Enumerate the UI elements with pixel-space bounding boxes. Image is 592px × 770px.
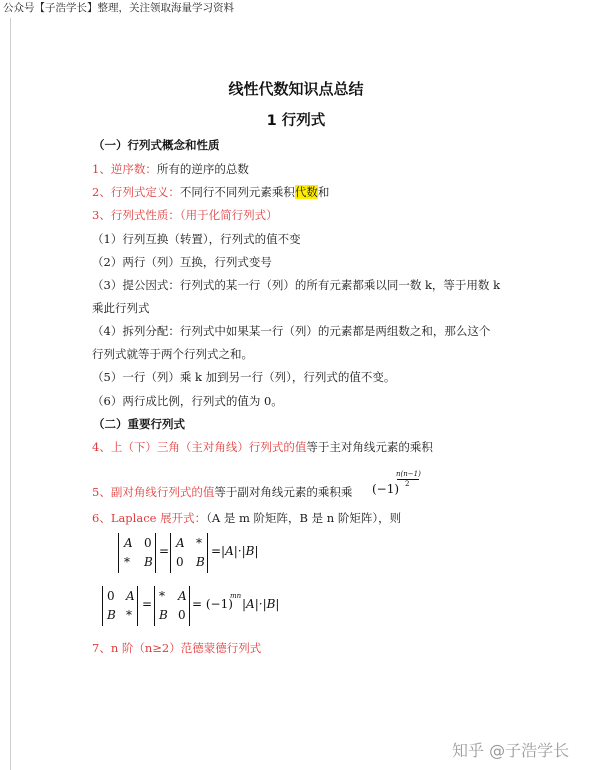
equals-sign: = [159, 544, 170, 558]
formula-2-rhs-exp: mn [230, 592, 242, 600]
item-5-label: 5、副对角线行列式的值 [92, 485, 215, 499]
formula-den: 2 [405, 480, 410, 488]
m2-a11: A [176, 536, 185, 550]
zhihu-watermark: 知乎 @子浩学长 [452, 741, 570, 760]
section-title: 1 行列式 [266, 113, 326, 129]
item-5-text: 等于副对角线元素的乘积乘 [214, 485, 353, 499]
property-3-line2: 乘此行列式 [92, 301, 150, 315]
item-6-label: 6、Laplace 展开式： [92, 511, 207, 525]
laplace-formula-2 [102, 586, 292, 626]
matrix-3 [102, 586, 138, 626]
m1-a22: B [144, 555, 153, 569]
top-banner: 公众号【子浩学长】整理，关注领取海量学习资料 [3, 2, 234, 14]
m1-a12: 0 [144, 536, 152, 550]
formula-base: (−1) [372, 482, 400, 496]
equals-sign-2: = [142, 597, 153, 611]
matrix-1 [118, 533, 156, 573]
m3-a11: 0 [107, 589, 115, 603]
m2-a21: 0 [176, 555, 184, 569]
item-6-text: （A 是 m 阶矩阵，B 是 n 阶矩阵），则 [206, 511, 402, 525]
m4-a12: A [178, 589, 187, 603]
item-2 [92, 184, 512, 200]
item-3-label: 3、行列式性质：（用于化简行列式） [92, 208, 278, 222]
item-1-label: 1、逆序数： [92, 162, 157, 176]
matrix-4 [154, 586, 190, 626]
property-4-line2: 行列式就等于两个行列式之和。 [92, 347, 253, 361]
property-1: （1）行列互换（转置），行列式的值不变 [92, 232, 301, 246]
item-1-text: 所有的逆序的总数 [156, 162, 249, 176]
m3-a22: * [126, 608, 132, 622]
property-4-line1: （4）拆列分配：行列式中如果某一行（列）的元素都是两组数之和，那么这个 [92, 324, 491, 338]
m4-a22: 0 [178, 608, 186, 622]
item-6 [92, 510, 512, 526]
item-1 [92, 161, 512, 177]
page-title: 线性代数知识点总结 [228, 80, 364, 98]
m4-a11: * [159, 589, 165, 603]
m2-a22: B [196, 555, 205, 569]
item-5 [92, 484, 512, 500]
m3-a12: A [126, 589, 135, 603]
item-2-highlight: 代数 [294, 185, 318, 199]
property-5: （5）一行（列）乘 k 加到另一行（列），行列式的值不变。 [92, 370, 396, 384]
property-3-line1: （3）提公因式：行列式的某一行（列）的所有元素都乘以同一数 k，等于用数 k [92, 278, 501, 292]
item-4-text: 等于主对角线元素的乘积 [306, 440, 433, 454]
m1-a21: * [124, 555, 130, 569]
item-2-tail: 和 [317, 185, 330, 199]
page-edge-line [10, 18, 11, 770]
property-2: （2）两行（列）互换，行列式变号 [92, 255, 272, 269]
subheading-2: （二）重要行列式 [93, 417, 185, 431]
m4-a21: B [159, 608, 168, 622]
formula-2-rhs-tail: |A|·|B| [242, 597, 280, 611]
item-5-formula [372, 470, 432, 500]
item-2-text: 不同行不同列元素乘积 [179, 185, 295, 199]
matrix-2 [170, 533, 208, 573]
subheading-1: （一）行列式概念和性质 [93, 138, 220, 152]
property-6: （6）两行成比例，行列式的值为 0。 [92, 394, 283, 408]
item-2-label: 2、行列式定义： [92, 185, 180, 199]
m2-a12: * [196, 536, 202, 550]
item-4-label: 4、上（下）三角（主对角线）行列式的值 [92, 440, 307, 454]
formula-2-rhs-base: = (−1) [192, 597, 233, 611]
item-7-label: 7、n 阶（n≥2）范德蒙德行列式 [92, 641, 262, 655]
m1-a11: A [124, 536, 133, 550]
formula-exp: n(n−1) [396, 470, 421, 478]
item-4 [92, 439, 512, 455]
formula-1-rhs: =|A|·|B| [211, 544, 259, 558]
laplace-formula-1 [118, 533, 278, 573]
m3-a21: B [107, 608, 116, 622]
